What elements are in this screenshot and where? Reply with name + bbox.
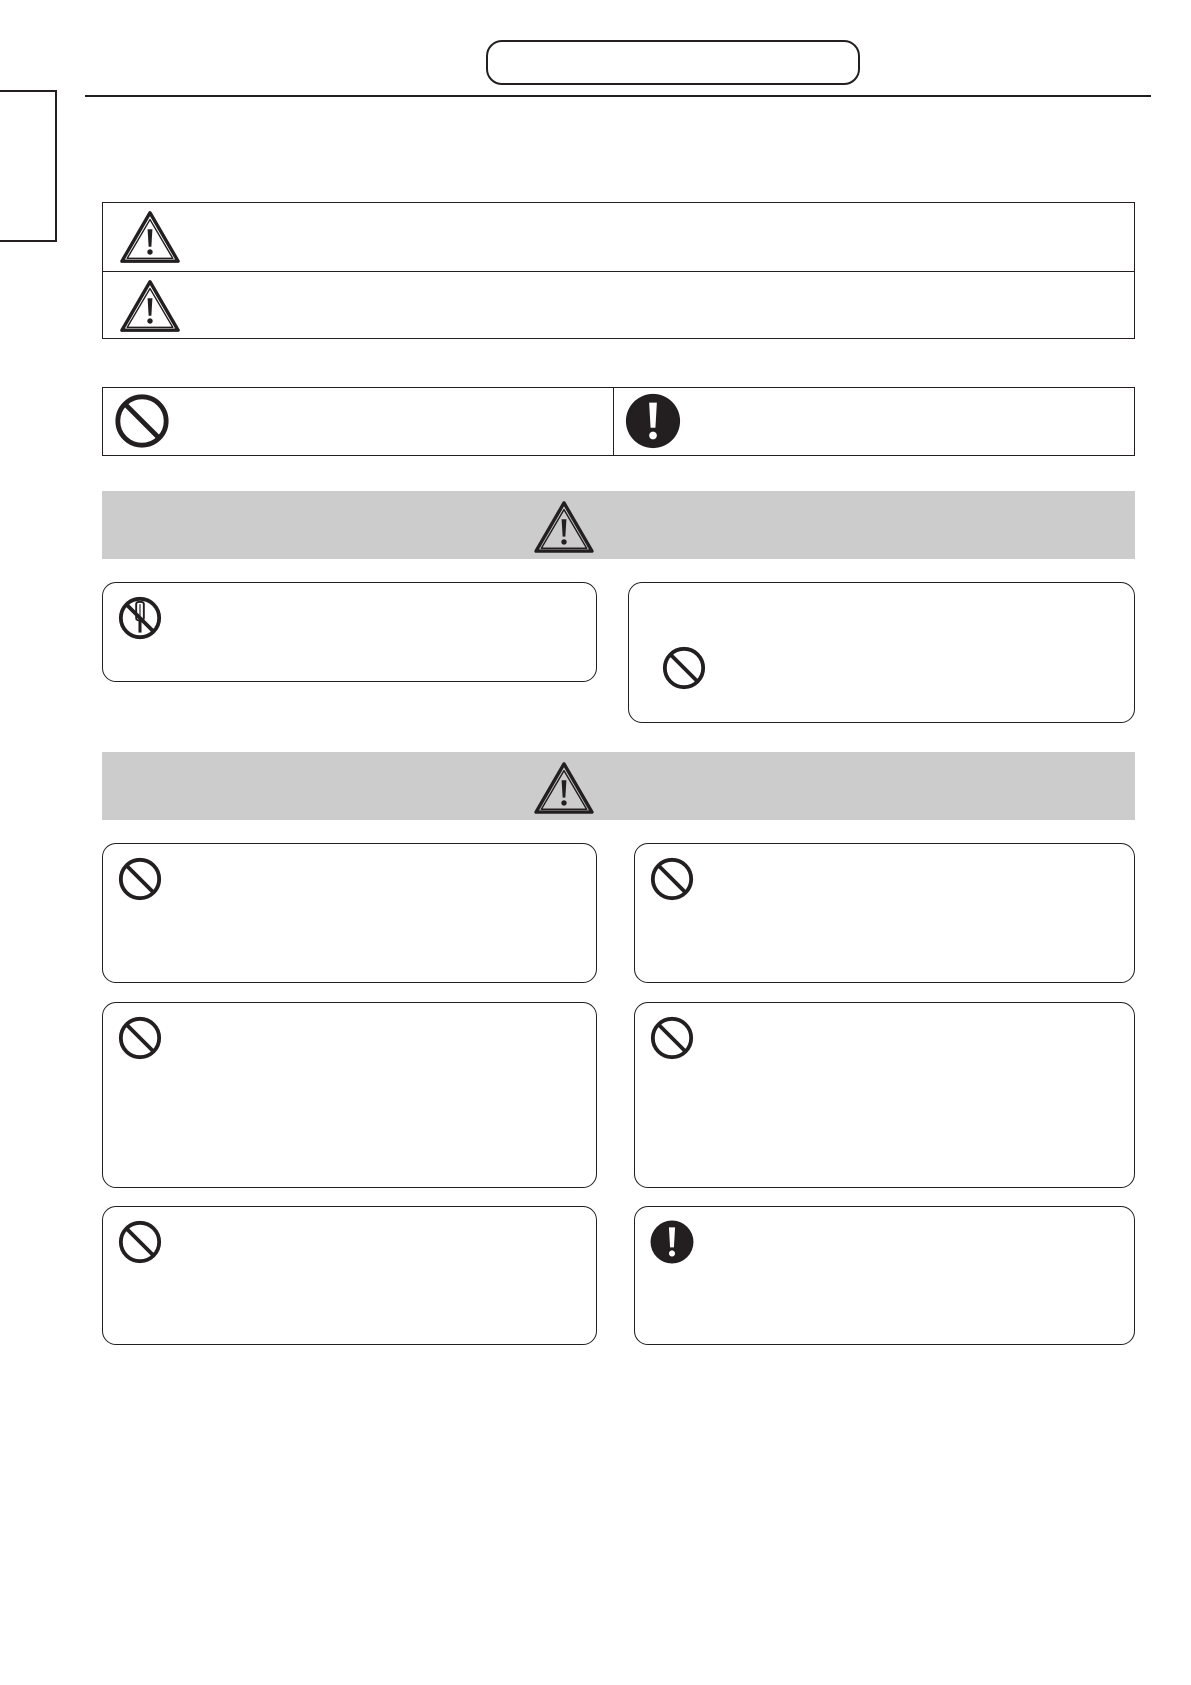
- warning-triangle-icon: [533, 500, 595, 554]
- header-rule: [85, 95, 1151, 97]
- safety-card: [102, 582, 597, 682]
- signal-word-row: [103, 271, 1134, 340]
- safety-card: [634, 1206, 1135, 1345]
- prohibition-icon: [117, 856, 163, 902]
- warning-triangle-icon: [119, 209, 181, 265]
- safety-card: [102, 1206, 597, 1345]
- prohibition-icon: [113, 392, 171, 450]
- section-band-2: [102, 752, 1135, 820]
- prohibition-icon: [649, 856, 695, 902]
- signal-word-table: [102, 202, 1135, 339]
- prohibition-icon: [117, 1219, 163, 1265]
- safety-card: [102, 843, 597, 983]
- safety-card: [634, 1002, 1135, 1188]
- prohibition-icon: [117, 1015, 163, 1061]
- mandatory-action-icon: [649, 1219, 695, 1265]
- header-pill: [486, 40, 860, 85]
- symbol-legend-table: [102, 387, 1135, 456]
- symbol-legend-mandatory: [614, 388, 1134, 455]
- prohibition-icon: [649, 1015, 695, 1061]
- side-tab: [0, 90, 57, 242]
- mandatory-action-icon: [624, 392, 682, 450]
- warning-triangle-icon: [119, 278, 181, 334]
- safety-card: [102, 1002, 597, 1188]
- prohibition-icon: [661, 645, 707, 691]
- signal-word-row: [103, 203, 1134, 271]
- intro-text: [103, 140, 1133, 170]
- safety-card: [628, 582, 1135, 723]
- section-band-1: [102, 491, 1135, 559]
- no-disassembly-icon: [117, 595, 163, 641]
- safety-card: [634, 843, 1135, 983]
- symbol-legend-prohibited: [103, 388, 614, 455]
- warning-triangle-icon: [533, 761, 595, 815]
